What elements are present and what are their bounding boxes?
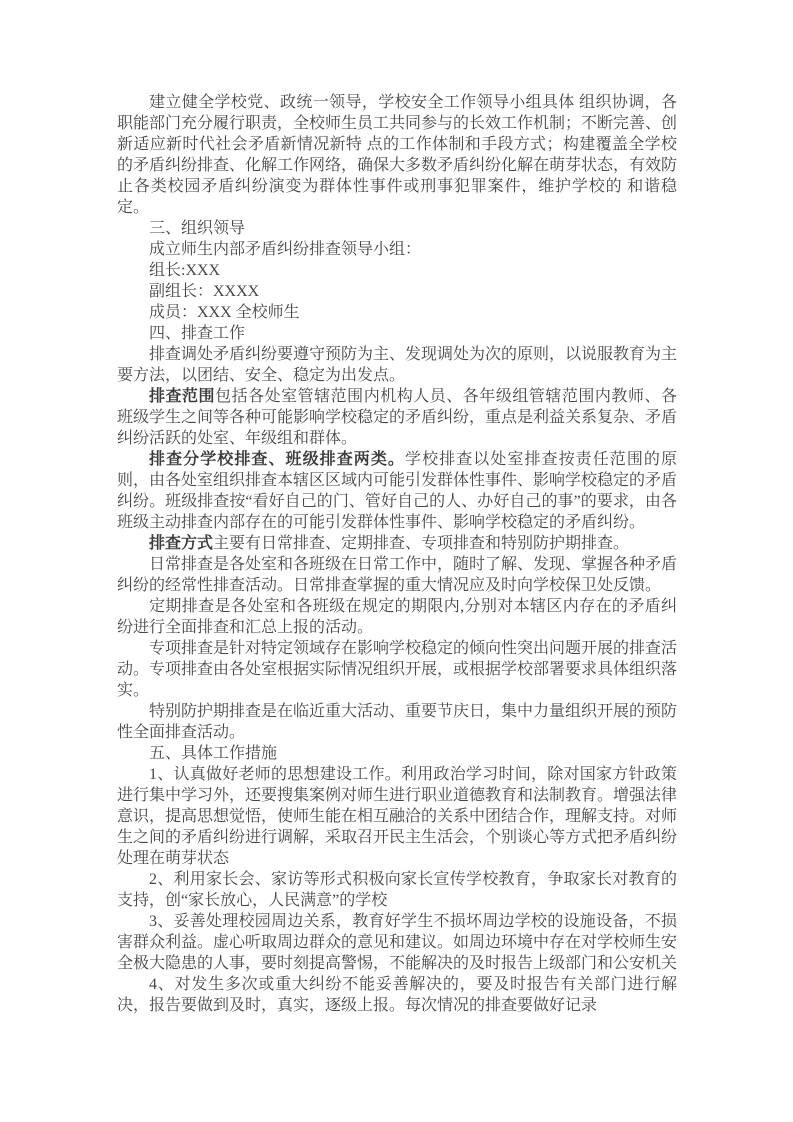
text-run: 副组长：XXXX [149, 283, 260, 300]
text-run: 组长:XXX [149, 262, 221, 279]
text-run: 建立健全学校党、政统一领导，学校安全工作领导小组具体 组织协调，各职能部门充分履行职责，全校师生员工共同参与的长效工作机制；不断完善、创新适应新时代社会矛盾新情况新特 点的工作体制和手段方式；构建覆盖全学校的矛盾纠纷排查、化解工作网络，确保大多数矛盾纠纷化解在萌芽状态，有效防止各类校园矛盾纠纷演变为群体性事件或刑事犯罪案件，维护学校的 和谐稳定。 [117, 94, 678, 216]
para-measure-4 [117, 974, 677, 1016]
text-run: 包括各处室管辖范围内机构人员、各年级组管辖范围内教师、各班级学生之间等各种可能影响学校稳定的矛盾纠纷，重点是利益关系复杂、矛盾纠纷活跃的处室、年级组和群体。 [117, 388, 678, 447]
bold-run: 排查范围 [149, 388, 216, 405]
para-categories [117, 449, 677, 533]
text-run: 成立师生内部矛盾纠纷排查领导小组： [149, 241, 422, 258]
heading-section-3 [117, 218, 677, 239]
text-run: 主要有日常排查、定期排查、专项排查和特别防护期排查。 [213, 535, 630, 552]
text-run: 2、利用家长会、家访等形式积极向家长宣传学校教育，争取家长对教育的支持，创“家长放心，人民满意”的学校 [117, 871, 677, 909]
bold-run: 排查分学校排查、班级排查两类。 [149, 451, 405, 468]
para-daily-check [117, 554, 677, 596]
para-measure-3 [117, 911, 677, 974]
para-leadgroup-intro [117, 239, 677, 260]
field-deputy-leader [117, 281, 677, 302]
para-scope [117, 386, 677, 449]
text-run: 日常排查是各处室和各班级在日常工作中，随时了解、发现、掌握各种矛盾纠纷的经常性排查活动。日常排查掌握的重大情况应及时向学校保卫处反馈。 [117, 556, 678, 594]
para-preamble [117, 92, 677, 218]
text-run: 专项排查是针对特定领域存在影响学校稳定的倾向性突出问题开展的排查活动。专项排查由各处室根据实际情况组织开展，或根据学校部署要求具体组织落实。 [117, 640, 678, 699]
para-protection-period-check [117, 701, 677, 743]
text-run: 成员：XXX 全校师生 [149, 304, 300, 321]
field-members [117, 302, 677, 323]
para-principles [117, 344, 677, 386]
bold-run: 排查方式 [149, 535, 214, 552]
text-run: 学校排查以处室排查按责任范围的原则，由各处室组织排查本辖区区域内可能引发群体性事件、影响学校稳定的矛盾纠纷。班级排查按“看好自己的门、管好自己的人、办好自己的事”的要求，由各班级主动排查内部存在的可能引发群体性事件、影响学校稳定的矛盾纠纷。 [117, 451, 678, 531]
text-run: 三、组织领导 [149, 220, 246, 237]
para-periodic-check [117, 596, 677, 638]
document-body [117, 92, 677, 1016]
para-measure-1 [117, 764, 677, 869]
text-run: 四、排查工作 [149, 325, 246, 342]
field-group-leader [117, 260, 677, 281]
para-measure-2 [117, 869, 677, 911]
text-run: 4、对发生多次或重大纠纷不能妥善解决的，要及时报告有关部门进行解决，报告要做到及时，真实，逐级上报。每次情况的排查要做好记录 [117, 976, 677, 1014]
heading-section-5 [117, 743, 677, 764]
para-methods [117, 533, 677, 554]
text-run: 3、妥善处理校园周边关系，教育好学生不损坏周边学校的设施设备，不损害群众利益。虚心听取周边群众的意见和建议。如周边环境中存在对学校师生安全极大隐患的人事，要时刻提高警惕，不能解决的及时报告上级部门和公安机关 [117, 913, 678, 972]
text-run: 五、具体工作措施 [149, 745, 278, 762]
text-run: 特别防护期排查是在临近重大活动、重要节庆日，集中力量组织开展的预防性全面排查活动。 [117, 703, 678, 741]
para-special-check [117, 638, 677, 701]
text-run: 排查调处矛盾纠纷要遵守预防为主、发现调处为次的原则，以说服教育为主要方法，以团结、安全、稳定为出发点。 [117, 346, 678, 384]
text-run: 定期排查是各处室和各班级在规定的期限内,分别对本辖区内存在的矛盾纠纷进行全面排查和汇总上报的活动。 [117, 598, 677, 636]
text-run: 1、认真做好老师的思想建设工作。利用政治学习时间，除对国家方针政策进行集中学习外，还要搜集案例对师生进行职业道德教育和法制教育。增强法律意识，提高思想觉悟，使师生能在相互融洽的关系中团结合作，理解支持。对师生之间的矛盾纠纷进行调解，采取召开民主生活会，个别谈心等方式把矛盾纠纷处理在萌芽状态 [117, 766, 678, 867]
heading-section-4 [117, 323, 677, 344]
